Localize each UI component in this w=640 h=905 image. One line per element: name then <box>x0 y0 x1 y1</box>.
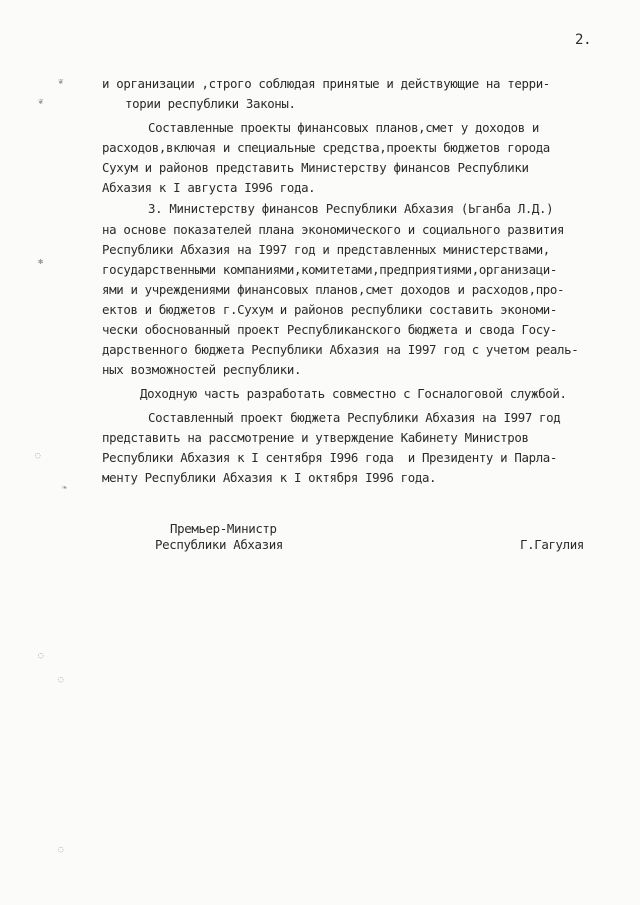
margin-mark-icon: ✱ <box>38 257 44 267</box>
page-number: 2. <box>575 32 592 48</box>
signatory-title: Премьер-Министр <box>170 521 277 536</box>
text-line: и организации ,строго соблюдая принятые и действующие на терри- <box>102 76 550 91</box>
margin-mark-icon: ◌ <box>58 845 64 855</box>
text-line: Составленный проект бюджета Республики Абхазия на I997 год <box>148 410 561 425</box>
text-line: Абхазия к I августа I996 года. <box>102 180 316 195</box>
text-line: тории республики Законы. <box>125 96 296 111</box>
text-line: Доходную часть разработать совместно с Госналоговой службой. <box>140 386 567 401</box>
text-line: представить на рассмотрение и утверждение Кабинету Министров <box>102 430 529 445</box>
text-line: Составленные проекты финансовых планов,смет у доходов и <box>148 120 540 135</box>
text-line: ектов и бюджетов г.Сухум и районов республики составить экономи- <box>102 302 558 317</box>
text-line: чески обоснованный проект Республиканского бюджета и свода Госу- <box>102 322 558 337</box>
text-line: расходов,включая и специальные средства,проекты бюджетов города <box>102 140 550 155</box>
margin-mark-icon: ❦ <box>58 77 64 87</box>
margin-mark-icon: ❦ <box>38 97 44 107</box>
text-line: государственными компаниями,комитетами,предприятиями,организаци- <box>102 262 558 277</box>
text-line: менту Республики Абхазия к I октября I996 года. <box>102 470 437 485</box>
text-line: Республики Абхазия к I сентября I996 года и Президенту и Парла- <box>102 450 558 465</box>
margin-mark-icon: ◌ <box>38 651 44 661</box>
margin-mark-icon: ◌ <box>35 451 41 461</box>
text-line: Сухум и районов представить Министерству финансов Республики <box>102 160 529 175</box>
text-line: 3. Министерству финансов Республики Абхазия (Ьганба Л.Д.) <box>148 201 554 216</box>
margin-mark-icon: ◌ <box>58 675 64 685</box>
signatory-organization: Республики Абхазия <box>155 537 283 552</box>
signatory-name: Г.Гагулия <box>520 537 584 552</box>
text-line: ных возможностей республики. <box>102 362 302 377</box>
text-line: ями и учреждениями финансовых планов,смет доходов и расходов,про- <box>102 282 565 297</box>
text-line: дарственного бюджета Республики Абхазия на I997 год с учетом реаль- <box>102 342 579 357</box>
margin-mark-icon: ❧ <box>62 483 68 493</box>
text-line: Республики Абхазия на I997 год и представленных министерствами, <box>102 242 550 257</box>
text-line: на основе показателей плана экономического и социального развития <box>102 222 565 237</box>
